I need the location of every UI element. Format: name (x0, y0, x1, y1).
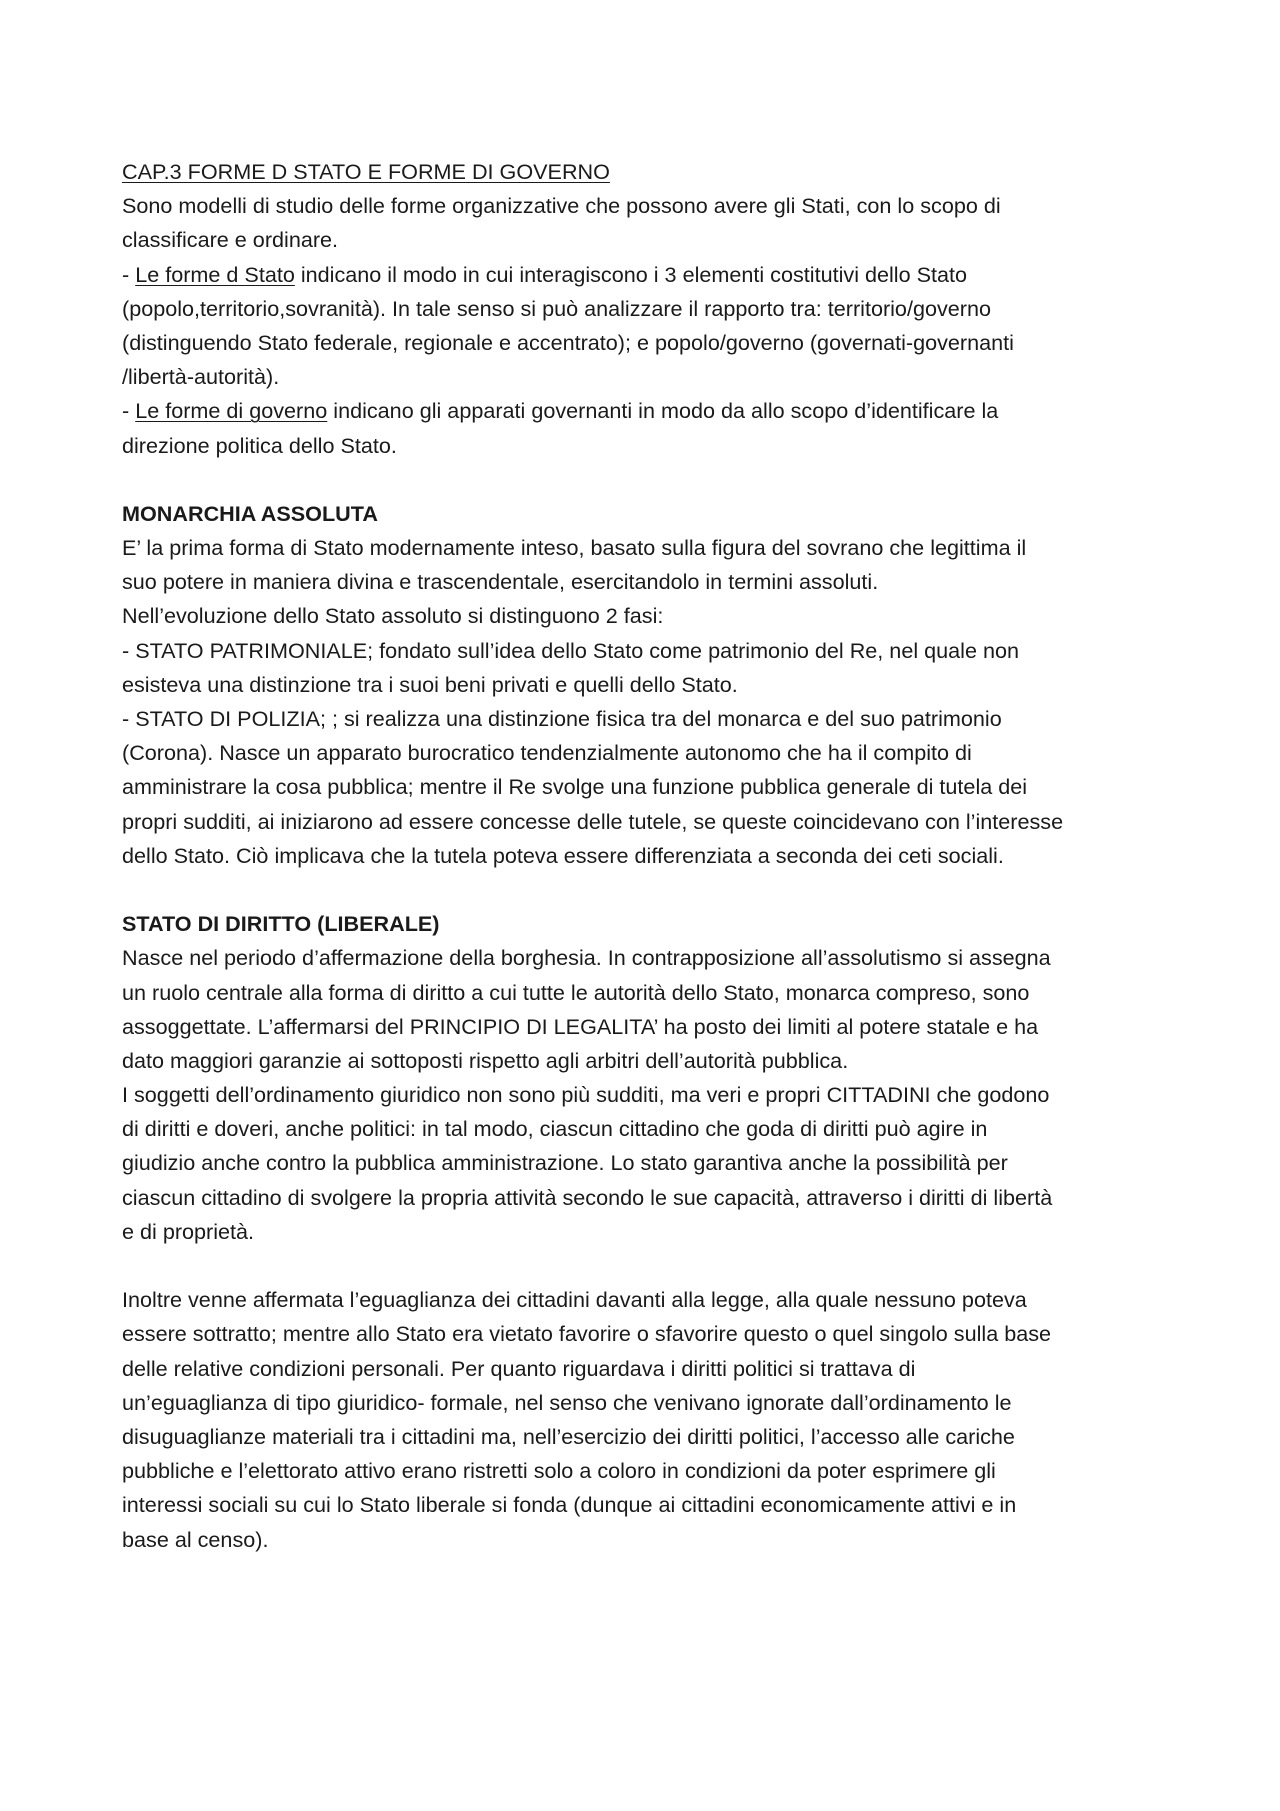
term-forme-governo: Le forme di governo (135, 398, 328, 424)
paragraph-line: I soggetti dell’ordinamento giuridico non sono più sudditi, ma veri e propri CITTADINI che godono (122, 1082, 1050, 1108)
paragraph-line: - STATO DI POLIZIA; ; si realizza una distinzione fisica tra del monarca e del suo patrimonio (122, 706, 1002, 731)
paragraph-line: (Corona). Nasce un apparato burocratico tendenzialmente autonomo che ha il compito di (122, 740, 972, 766)
paragraph-line: di diritti e doveri, anche politici: in tal modo, ciascun cittadino che goda di diritti può agire in (122, 1116, 988, 1142)
paragraph-line: delle relative condizioni personali. Per quanto riguardava i diritti politici si trattava di (122, 1355, 916, 1381)
blank-line (122, 1249, 1162, 1283)
paragraph-line: /libertà-autorità). (122, 364, 280, 390)
paragraph-line: ciascun cittadino di svolgere la propria attività secondo le sue capacità, attraverso i diritti di libertà (122, 1184, 1053, 1210)
paragraph-line: Nell’evoluzione dello Stato assoluto si distinguono 2 fasi: (122, 603, 664, 629)
paragraph-line: interessi sociali su cui lo Stato liberale si fonda (dunque ai cittadini economicamente attivi e in (122, 1492, 1017, 1518)
paragraph-line: E’ la prima forma di Stato modernamente inteso, basato sulla figura del sovrano che legittima il (122, 535, 1027, 561)
paragraph-line: amministrare la cosa pubblica; mentre il Re svolge una funzione pubblica generale di tutela dei (122, 774, 1028, 800)
paragraph-line: propri sudditi, ai iniziarono ad essere concesse delle tutele, se queste coincidevano con l’interesse (122, 808, 1064, 834)
bullet-prefix: - (122, 261, 136, 287)
paragraph-line: essere sottratto; mentre allo Stato era vietato favorire o sfavorire questo o quel singolo sulla base (122, 1321, 1052, 1347)
paragraph-line: un’eguaglianza di tipo giuridico- formale, nel senso che venivano ignorate dall’ordinamento le (122, 1389, 1012, 1415)
paragraph-line: assoggettate. L’affermarsi del PRINCIPIO DI LEGALITA’ ha posto dei limiti al potere statale e ha (122, 1013, 1039, 1039)
chapter-title: CAP.3 FORME D STATO E FORME DI GOVERNO (122, 159, 610, 184)
intro-line: classificare e ordinare. (122, 227, 339, 253)
document-body (122, 155, 1162, 1557)
paragraph-line: Nasce nel periodo d’affermazione della borghesia. In contrapposizione all’assolutismo si assegna (122, 945, 1051, 971)
forme-stato-line (122, 258, 1162, 292)
forme-governo-line (122, 394, 1162, 428)
paragraph-line: pubbliche e l’elettorato attivo erano ristretti solo a coloro in condizioni da poter esprimere gli (122, 1458, 996, 1484)
paragraph-line: disuguaglianze materiali tra i cittadini ma, nell’esercizio dei diritti politici, l’accesso alle cariche (122, 1423, 1015, 1449)
blank-line (122, 873, 1162, 907)
paragraph-line: - STATO PATRIMONIALE; fondato sull’idea dello Stato come patrimonio del Re, nel quale non (122, 637, 1019, 663)
forme-governo-text: indicano gli apparati governanti in modo da allo scopo d’identificare la (327, 398, 999, 424)
paragraph-line: dato maggiori garanzie ai sottoposti rispetto agli arbitri dell’autorità pubblica. (122, 1047, 849, 1073)
paragraph-line: un ruolo centrale alla forma di diritto a cui tutte le autorità dello Stato, monarca compreso, sono (122, 979, 1030, 1005)
paragraph-line: Inoltre venne affermata l’eguaglianza dei cittadini davanti alla legge, alla quale nessuno poteva (122, 1287, 1027, 1313)
blank-line (122, 463, 1162, 497)
paragraph-line: e di proprietà. (122, 1218, 255, 1244)
paragraph-line: suo potere in maniera divina e trascendentale, esercitandolo in termini assoluti. (122, 569, 879, 595)
bullet-prefix: - (122, 398, 136, 424)
paragraph-line: giudizio anche contro la pubblica amministrazione. Lo stato garantiva anche la possibilità per (122, 1150, 1008, 1176)
paragraph-line: esisteva una distinzione tra i suoi beni privati e quelli dello Stato. (122, 671, 738, 697)
paragraph-line: (popolo,territorio,sovranità). In tale senso si può analizzare il rapporto tra: territorio/governo (122, 295, 991, 321)
section-heading-monarchia: MONARCHIA ASSOLUTA (122, 500, 378, 526)
paragraph-line: (distinguendo Stato federale, regionale e accentrato); e popolo/governo (governati-governanti (122, 329, 1014, 355)
paragraph-line: direzione politica dello Stato. (122, 432, 397, 458)
intro-line: Sono modelli di studio delle forme organizzative che possono avere gli Stati, con lo scopo di (122, 193, 1001, 219)
paragraph-line: dello Stato. Ciò implicava che la tutela poteva essere differenziata a seconda dei ceti sociali. (122, 842, 1004, 868)
paragraph-line: base al censo). (122, 1526, 269, 1552)
term-forme-stato: Le forme d Stato (135, 261, 295, 287)
forme-stato-text: indicano il modo in cui interagiscono i 3 elementi costitutivi dello Stato (294, 261, 968, 287)
section-heading-stato-diritto: STATO DI DIRITTO (LIBERALE) (122, 911, 440, 937)
